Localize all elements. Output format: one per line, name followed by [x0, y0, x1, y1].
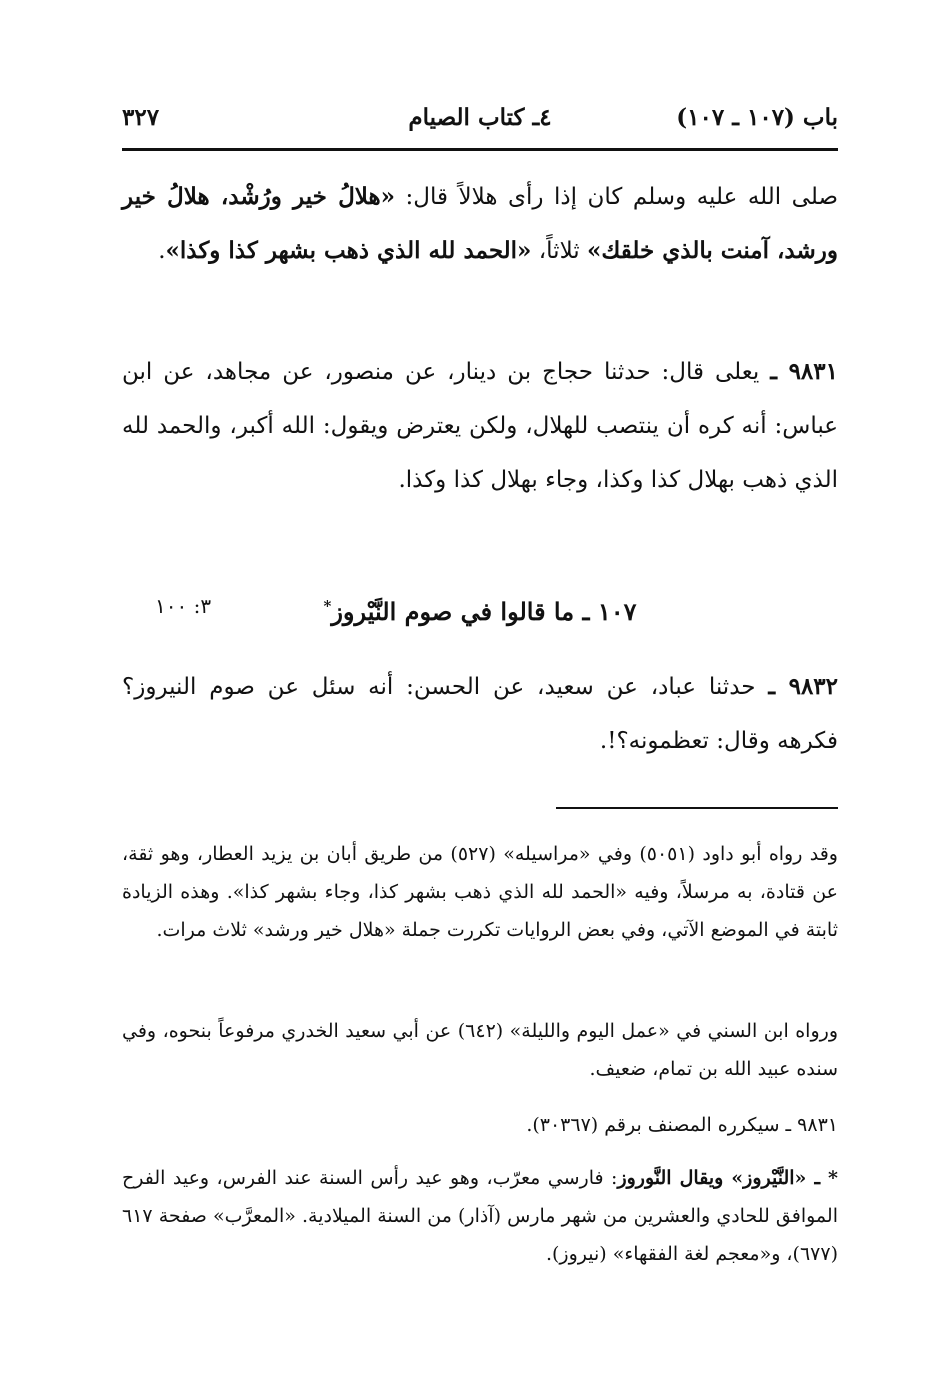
section-title-text: ١٠٧ ـ ما قالوا في صوم النَّيْروز [331, 597, 637, 626]
page-header [122, 98, 838, 142]
text-span: صلى الله عليه وسلم كان إذا رأى هلالاً قال: [395, 184, 838, 210]
footnote-separator [556, 807, 838, 809]
hadith-9832 [122, 660, 838, 768]
book-title: ٤ـ كتاب الصيام [408, 104, 552, 131]
hadith-number: ٩٨٣٢ ـ [768, 673, 839, 700]
hadith-text: يعلى قال: حدثنا حجاج بن دينار، عن منصور، عن مجاهد، عن ابن عباس: أنه كره أن ينتصب للهلال، ولكن يعترض ويقول: الله أكبر، والحمد لله الذي ذهب بهلال كذا وكذا، وجاء بهلال كذا وكذا. [122, 359, 838, 493]
page-number: ٣٢٧ [122, 104, 160, 131]
chapter-reference: باب (١٠٧ ـ ١٠٧) [676, 104, 838, 131]
hadith-number: ٩٨٣١ ـ [770, 358, 838, 385]
footnote-mark: * [323, 597, 332, 615]
footnote-text: : فارسي معرّب، وهو عيد رأس السنة عند الفرس، وعيد الفرح الموافق للحادي والعشرين من شهر مارس (آذار) من السنة الميلادية. «المعرَّب» صفحة ٦١٧ (٦٧٧)، و«معجم لغة الفقهاء» (نيروز). [122, 1167, 838, 1265]
footnote-paragraph: ٩٨٣١ ـ سيكرره المصنف برقم (٣٠٣٦٧). [526, 1114, 838, 1136]
header-rule [122, 148, 838, 151]
margin-reference: ٣: ١٠٠ [155, 594, 212, 618]
paragraph-continuation [122, 170, 838, 278]
footnote-nayruz [122, 1159, 838, 1273]
bold-quote: «الحمد لله الذي ذهب بشهر كذا وكذا» [165, 237, 532, 264]
footnote-paragraph: وقد رواه أبو داود (٥٠٥١) وفي «مراسيله» (٥٢٧) من طريق أبان بن يزيد العطار، وهو ثقة، عن قتادة، به مرسلاً، وفيه «الحمد لله الذي ذهب بشهر كذا، وجاء بشهر كذا». وهذه الزيادة ثابتة في الموضع الآتي، وفي بعض الروايات تكررت جملة «هلال خير ورشد» ثلاث مرات. [122, 843, 838, 941]
text-span: ثلاثاً، [531, 238, 588, 264]
footnote-paragraph: ورواه ابن السني في «عمل اليوم والليلة» (٦٤٢) عن أبي سعيد الخدري مرفوعاً بنحوه، وفي سنده عبيد الله بن تمام، ضعيف. [122, 1020, 838, 1080]
hadith-9831 [122, 345, 838, 507]
bold-quote: «هلالُ خير ورُشْد، هلالُ خير ورشد، آمنت بالذي خلقك» [122, 183, 838, 264]
hadith-text: حدثنا عباد، عن سعيد، عن الحسن: أنه سئل عن صوم النيروز؟ فكرهه وقال: تعظمونه؟!. [122, 674, 838, 754]
footnote-lead: * ـ «النَّيْروز» ويقال النَّوروز [617, 1167, 838, 1189]
text-span: . [158, 238, 166, 264]
section-heading [122, 582, 838, 636]
